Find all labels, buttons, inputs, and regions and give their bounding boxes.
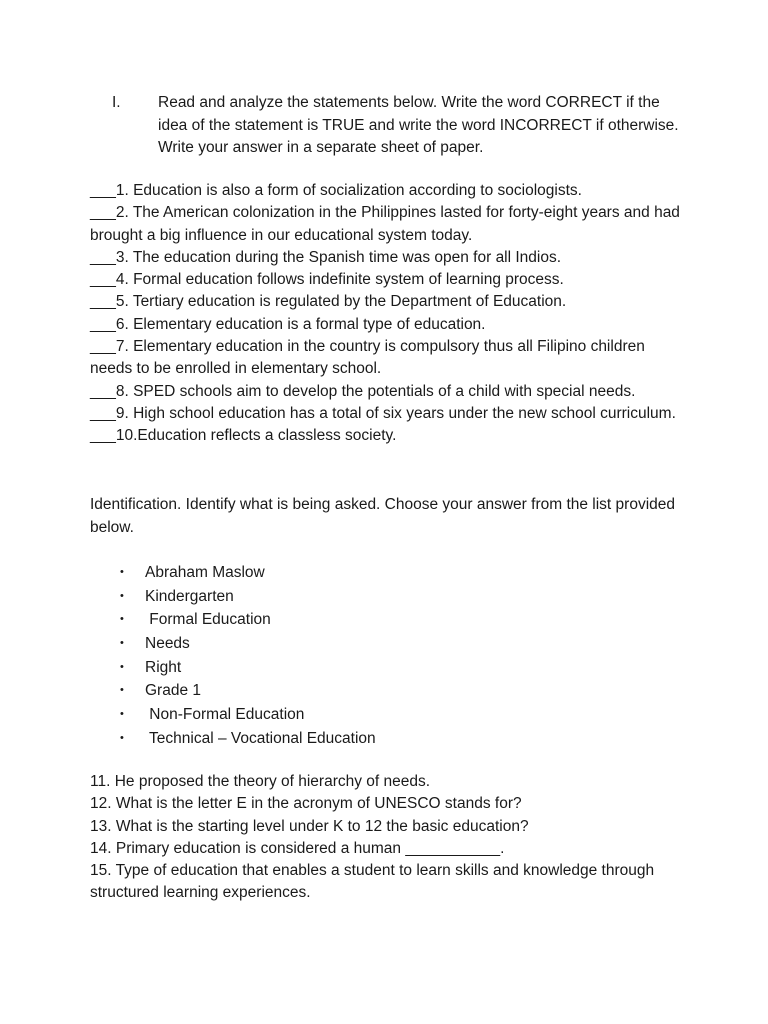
section-1-instructions: Read and analyze the statements below. Write the word CORRECT if the idea of the statement is TRUE and write the word INCORRECT if otherwise. Write your answer in a separate sheet of paper. [158, 94, 679, 156]
question-item: 11. He proposed the theory of hierarchy of needs. [90, 773, 431, 790]
statement-item: ___7. Elementary education in the country is compulsory thus all Filipino children needs to be enrolled in elementary school. [90, 338, 645, 378]
question-item: 12. What is the letter E in the acronym of UNESCO stands for? [90, 795, 522, 813]
choice-label: Grade 1 [145, 682, 202, 700]
bullet-icon: • [120, 708, 124, 721]
choice-label: Technical – Vocational Education [145, 729, 376, 747]
statement-item: ___6. Elementary education is a formal type of education. [90, 315, 486, 333]
list-item [120, 656, 376, 680]
section-numeral: I. [112, 94, 121, 111]
list-item [120, 632, 376, 656]
identification-instructions: Identification. Identify what is being asked. Choose your answer from the list provided below. [90, 496, 676, 536]
question-item: 15. Type of education that enables a student to learn skills and knowledge through structured learning experiences. [90, 862, 655, 902]
choice-label: Formal Education [145, 611, 271, 629]
bullet-icon: • [120, 613, 124, 626]
question-item: 13. What is the starting level under K to 12 the basic education? [90, 817, 529, 835]
statement-item: ___9. High school education has a total of six years under the new school curriculum. [90, 404, 676, 422]
answer-choices-list [120, 561, 376, 751]
statement-item: ___10.Education reflects a classless society. [90, 427, 397, 445]
choice-label: Right [145, 658, 182, 676]
list-item [120, 561, 376, 585]
bullet-icon: • [120, 566, 124, 578]
identification-questions [90, 771, 690, 905]
list-item [120, 703, 376, 727]
choice-label: Kindergarten [145, 587, 234, 605]
list-item [120, 727, 376, 751]
bullet-icon: • [120, 637, 124, 650]
bullet-icon: • [120, 731, 124, 744]
choice-label: Needs [145, 635, 190, 653]
list-item [120, 585, 376, 609]
statement-item: ___1. Education is also a form of socialization according to sociologists. [90, 182, 582, 199]
list-item [120, 608, 376, 632]
choice-label: Abraham Maslow [145, 564, 265, 581]
bullet-icon: • [120, 589, 124, 602]
bullet-icon: • [120, 684, 124, 697]
statement-item: ___2. The American colonization in the Philippines lasted for forty-eight years and had brought a big influence in our educational system today. [90, 204, 680, 244]
statement-item: ___4. Formal education follows indefinite system of learning process. [90, 271, 564, 289]
choice-label: Non-Formal Education [145, 706, 305, 724]
question-item: 14. Primary education is considered a human ___________. [90, 839, 505, 857]
bullet-icon: • [120, 660, 124, 673]
statement-item: ___5. Tertiary education is regulated by the Department of Education. [90, 293, 567, 311]
true-false-items [90, 180, 690, 448]
list-item [120, 679, 376, 703]
statement-item: ___3. The education during the Spanish time was open for all Indios. [90, 248, 562, 266]
statement-item: ___8. SPED schools aim to develop the potentials of a child with special needs. [90, 382, 636, 400]
